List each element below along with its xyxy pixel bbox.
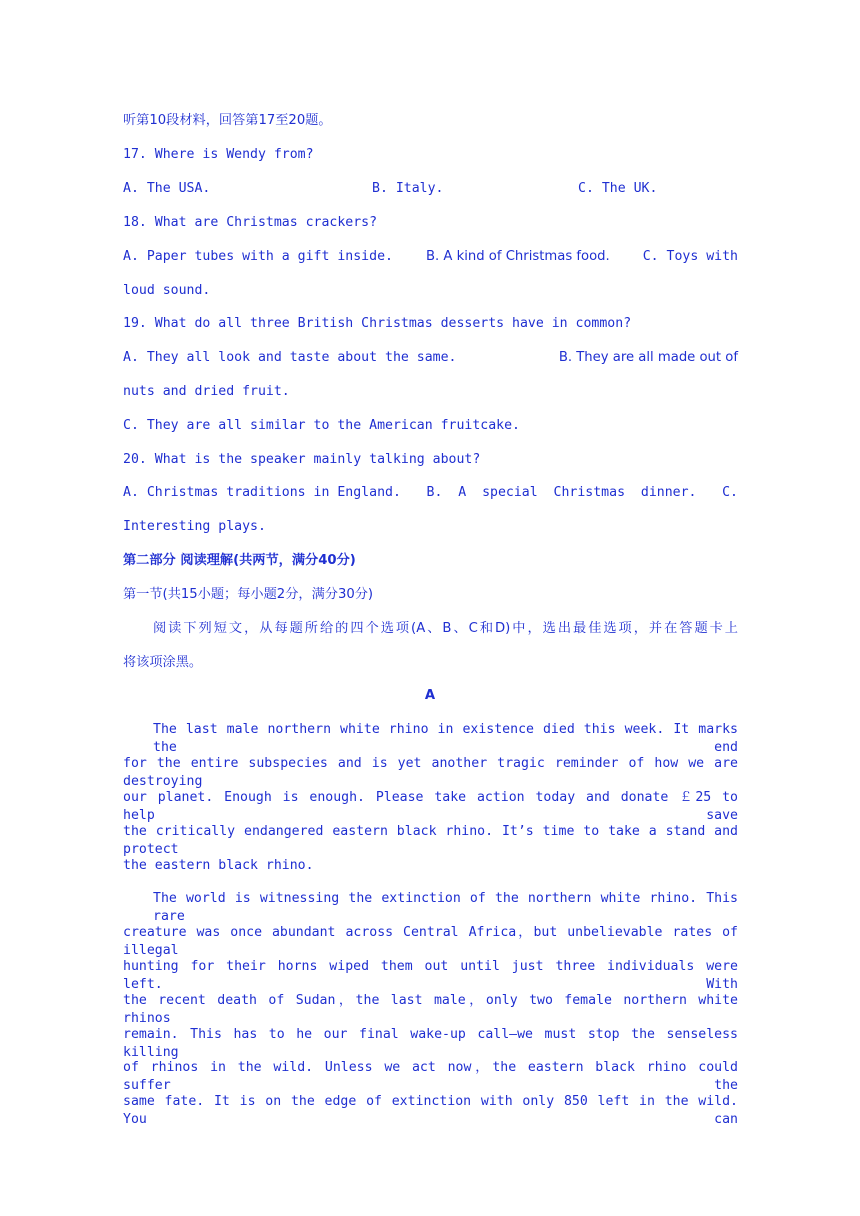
question-17: 17. Where is Wendy from? [123,147,314,162]
q20-option-c-continued: Interesting plays. [123,519,266,534]
paragraph-1-line: the critically endangered eastern black rhino. It’s time to take a stand and protect [123,824,738,857]
q19-option-c: C. They are all similar to the American fruitcake. [123,418,520,433]
paragraph-1-line: The last male northern white rhino in existence died this week. It marks the end [153,722,738,755]
instructions-line-2: 将该项涂黑。 [123,655,203,670]
paragraph-2-line: hunting for their horns wiped them out until just three individuals were left. With [123,959,738,992]
q20-option-b: B. A special Christmas dinner. [426,485,697,500]
paragraph-2-line: same fate. It is on the edge of extinction with only 850 left in the wild. You can [123,1094,738,1127]
section-10-intro: 听第10段材料，回答第17至20题。 [123,113,332,128]
q17-option-a: A. The USA. [123,181,211,196]
q18-options-line [123,248,738,266]
q17-option-b: B. Italy. [372,181,444,196]
question-20: 20. What is the speaker mainly talking about? [123,452,481,467]
q18-option-c: C. Toys with [642,249,738,264]
q18-option-a: A. Paper tubes with a gift inside. [123,249,393,264]
section-1-heading: 第一节(共15小题；每小题2分，满分30分) [123,587,374,602]
q19-option-b-continued: nuts and dried fruit. [123,384,290,399]
passage-label: A [424,688,436,703]
question-19: 19. What do all three British Christmas desserts have in common? [123,316,632,331]
instructions-line-1: 阅读下列短文，从每题所给的四个选项(A、B、C和D)中，选出最佳选项，并在答题卡上 [153,621,738,636]
paragraph-1-line: our planet. Enough is enough. Please take action today and donate ￡25 to help save [123,790,738,823]
paragraph-2-line: remain. This has to he our final wake-up call—we must stop the senseless killing [123,1027,738,1060]
paragraph-2-line: of rhinos in the wild. Unless we act now，the eastern black rhino could suffer the [123,1060,738,1093]
paragraph-2-line: creature was once abundant across Central Africa，but unbelievable rates of illegal [123,925,738,958]
q17-option-c: C. The UK. [578,181,658,196]
q20-option-a: A. Christmas traditions in England. [123,485,401,500]
question-18: 18. What are Christmas crackers? [123,215,378,230]
part-2-heading: 第二部分 阅读理解(共两节，满分40分) [123,553,356,568]
paragraph-1-line: for the entire subspecies and is yet another tragic reminder of how we are destroying [123,756,738,789]
paragraph-2-line: the recent death of Sudan，the last male，only two female northern white rhinos [123,993,738,1026]
q20-options-line [123,484,738,502]
q19-option-a: A. They all look and taste about the same. [123,350,457,365]
q18-option-c-continued: loud sound. [123,283,211,298]
paragraph-2-line: The world is witnessing the extinction of the northern white rhino. This rare [153,891,738,924]
q19-options-line [123,349,738,367]
paragraph-1-line: the eastern black rhino. [123,858,314,873]
q18-option-b: B. A kind of Christmas food. [425,249,610,264]
q19-option-b: B. They are all made out of [558,350,738,365]
q20-option-c: C. [722,485,738,500]
